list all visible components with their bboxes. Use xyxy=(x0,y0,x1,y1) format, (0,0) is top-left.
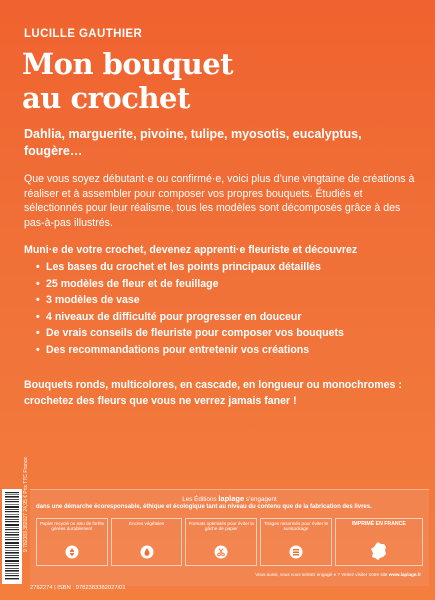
eco-badge-recycled-paper xyxy=(36,518,108,566)
recycle-icon xyxy=(65,545,79,559)
list-item xyxy=(36,309,344,326)
lead-sentence: Muni·e de votre crochet, devenez apprenti·e fleuriste et découvrez xyxy=(24,244,358,256)
eco-badges xyxy=(36,518,423,566)
eco-badge-vegetable-ink xyxy=(111,518,183,566)
list-item xyxy=(36,259,344,276)
author-name: LUCILLE GAUTHIER xyxy=(24,28,143,40)
list-item xyxy=(36,342,344,359)
list-item-text: De vrais conseils de fleuriste pour composer vos bouquets xyxy=(46,327,344,340)
book-title-line-1: Mon bouquet xyxy=(22,47,234,81)
list-item-text: Des recommandations pour entretenir vos créations xyxy=(46,343,310,356)
list-item xyxy=(36,292,344,309)
price-and-isbn-vertical xyxy=(23,457,29,552)
book-title xyxy=(22,47,233,115)
bullet-icon: • xyxy=(36,261,40,273)
eco-badge-text: Encres végétales xyxy=(128,521,165,526)
publisher-logo: laplage xyxy=(218,494,245,503)
isbn-reference: 2762274 | ISBN : 9782383382027/01 xyxy=(30,585,126,591)
eco-badge-text: Formats optimisés pour éviter la gâche de papier xyxy=(188,521,254,532)
eco-heading-suffix: s’engagent xyxy=(245,496,277,503)
flower-list-subtitle: Dahlia, marguerite, pivoine, tulipe, myosotis, eucalyptus, fougère… xyxy=(24,127,362,158)
eco-badge-optimized-format xyxy=(185,518,257,566)
bullet-icon: • xyxy=(36,277,40,290)
stack-icon xyxy=(289,545,303,559)
barcode-icon xyxy=(4,492,20,580)
list-item xyxy=(36,276,344,293)
eco-panel-heading xyxy=(30,494,429,503)
eco-badge-text: Tirages raisonnés pour éviter le surstockage xyxy=(263,521,329,532)
eco-footer-text: Vous aussi, vous vous sentez engagé·e ? Venez visiter notre site xyxy=(255,572,388,577)
list-item-text: Les bases du crochet et les points principaux détaillés xyxy=(46,261,321,273)
bullet-icon: • xyxy=(36,327,40,340)
eco-badge-text: IMPRIMÉ EN FRANCE xyxy=(351,521,406,527)
scissors-icon xyxy=(214,545,228,559)
price-label: 24,95 € Prix TTC France xyxy=(23,457,29,512)
eco-statement: dans une démarche écoresponsable, éthique et écologique tant au niveau du contenu que de la fabrication des livres. xyxy=(36,504,372,510)
list-item-text: 4 niveaux de difficulté pour progresser en douceur xyxy=(46,310,302,323)
isbn-digits: 9 782383 382027 xyxy=(23,513,29,552)
eco-footer xyxy=(255,572,421,577)
intro-paragraph: Que vous soyez débutant·e ou confirmé·e, voici plus d’une vingtaine de créations à réaliser et à assembler pour composer vos propres bouquets. Étudiés et sélectionnés pour leur réalisme, tous les modèles sont décomposés grâce à des pas-à-pas illustrés. xyxy=(24,173,415,229)
eco-badge-printed-in-france xyxy=(335,518,423,566)
feature-list xyxy=(36,259,344,359)
france-map-icon xyxy=(369,541,389,561)
bullet-icon: • xyxy=(36,343,40,356)
list-item-text: 3 modèles de vase xyxy=(46,294,140,307)
eco-heading-prefix: Les Éditions xyxy=(182,496,217,503)
publisher-website-link[interactable]: www.laplage.fr xyxy=(388,572,421,577)
closing-paragraph: Bouquets ronds, multicolores, en cascade, en longueur ou monochromes : crochetez des fleurs que vous ne verrez jamais faner ! xyxy=(24,379,402,407)
barcode xyxy=(2,489,22,584)
eco-commitment-panel xyxy=(30,489,429,586)
list-item-text: 25 modèles de fleur et de feuillage xyxy=(46,277,219,290)
bullet-icon: • xyxy=(36,294,40,307)
ink-drop-icon xyxy=(140,545,154,559)
bullet-icon: • xyxy=(36,310,40,323)
book-title-line-2: au crochet xyxy=(22,81,190,115)
eco-badge-reasoned-print-runs xyxy=(260,518,332,566)
list-item xyxy=(36,325,344,342)
eco-badge-text: Papier recyclé ou issu de forêts gérées durablement xyxy=(39,521,104,532)
